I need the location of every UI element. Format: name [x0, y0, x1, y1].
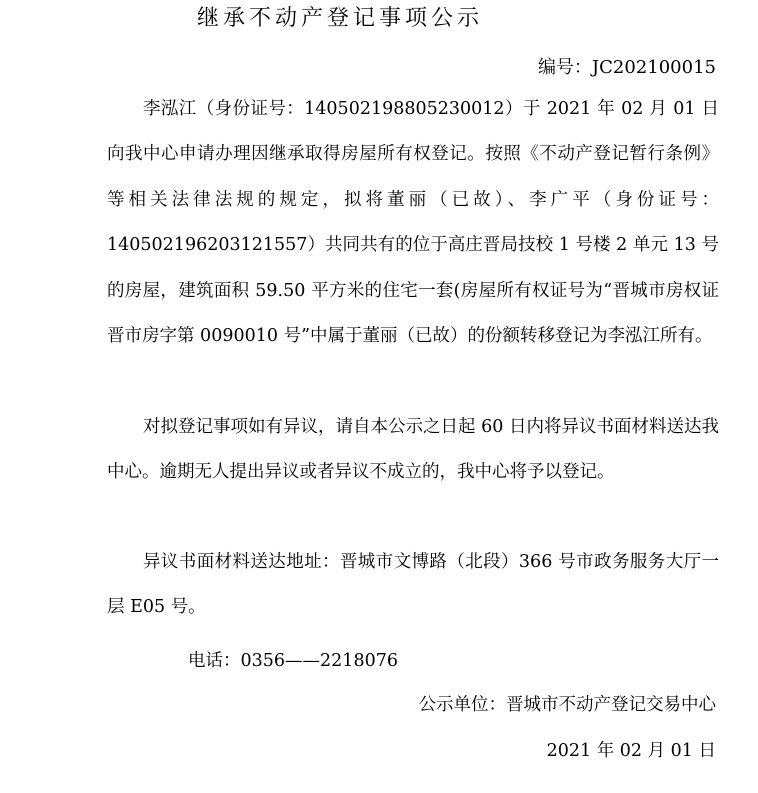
issuing-unit: 公示单位：晋城市不动产登记交易中心	[418, 695, 716, 715]
paragraph-main: 李泓江（身份证号：140502198805230012）于 2021 年 02 月 01 日向我中心申请办理因继承取得房屋所有权登记。按照《不动产登记暂行条例》等相关法律法规的规定，拟将董丽（已故）、李广平（身份证号：140502196203121557）共同共有的位于高庄晋局技校 1 号楼 2 单元 13 号的房屋，建筑面积 59.50 平方米的住宅一套(房屋所有权证号为“晋城市房权证晋市房字第 0090010 号”中属于董丽（已故）的份额转移登记为李泓江所有。	[107, 99, 719, 347]
serial-number: 编号：JC202100015	[537, 57, 716, 78]
paragraph-objection: 对拟登记事项如有异议，请自本公示之日起 60 日内将异议书面材料送达我中心。逾期无人提出异议或者异议不成立的，我中心将予以登记。	[107, 417, 719, 483]
phone-number: 电话：0356——2218076	[188, 651, 398, 671]
notice-title: 继承不动产登记事项公示	[196, 6, 483, 31]
paragraph-address: 异议书面材料送达地址：晋城市文博路（北段）366 号市政务服务大厅一层 E05 号。	[107, 552, 719, 618]
notice-date: 2021 年 02 月 01 日	[546, 741, 716, 761]
